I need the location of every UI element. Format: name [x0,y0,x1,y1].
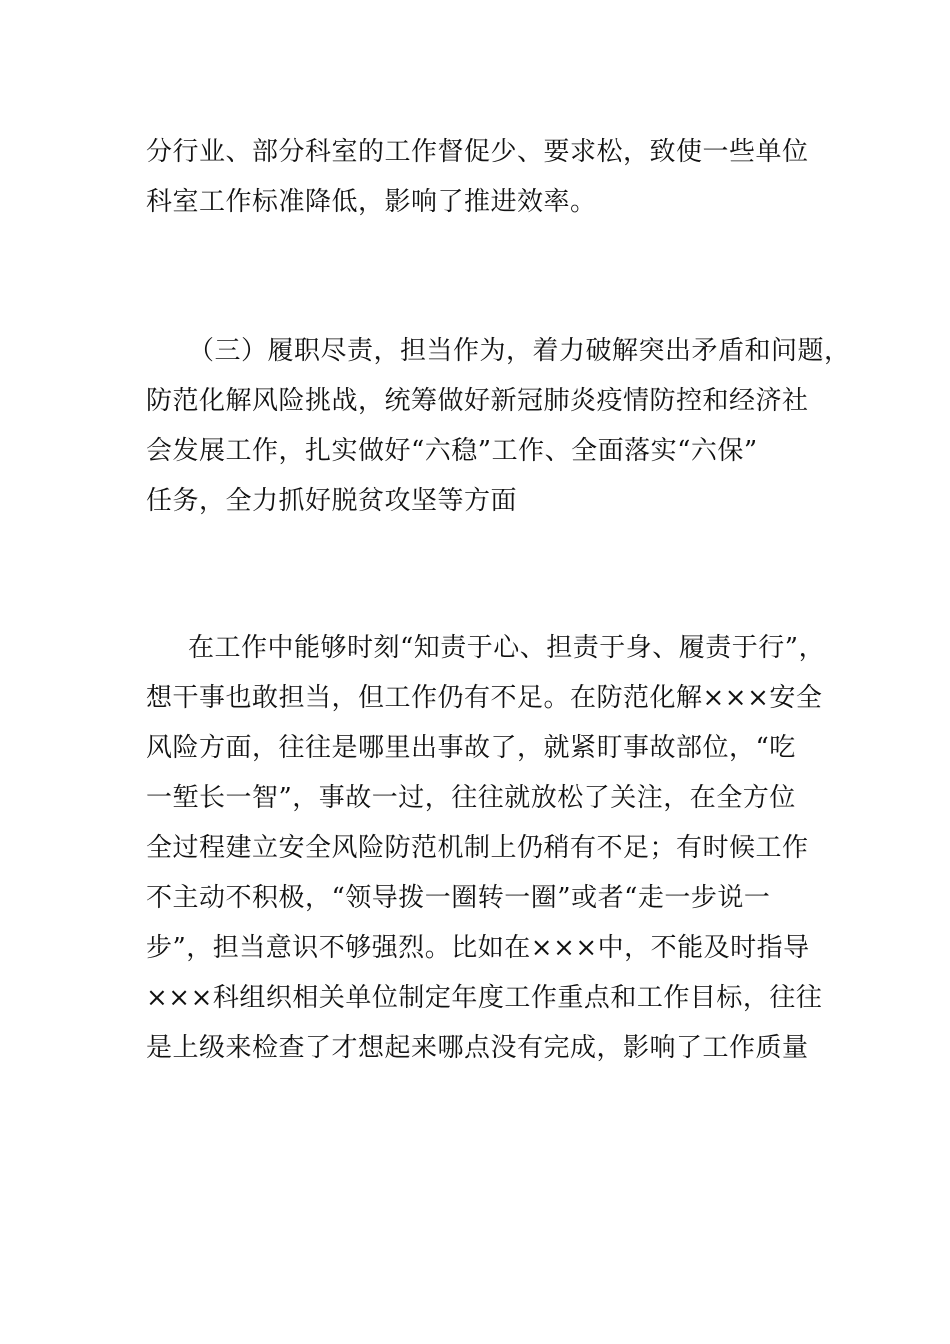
text-line: 会发展工作，扎实做好“六稳”工作、全面落实“六保” [146,436,758,466]
text-line: 不主动不积极，“领导拨一圈转一圈”或者“走一步说一 [146,883,771,913]
text-line: 一堑长一智”，事故一过，往往就放松了关注，在全方位 [146,783,796,813]
text-line: 在工作中能够时刻“知责于心、担责于身、履责于行”， [188,633,826,663]
text-line: ×××科组织相关单位制定年度工作重点和工作目标，往往 [146,983,823,1013]
text-line: 想干事也敢担当，但工作仍有不足。在防范化解×××安全 [146,683,823,713]
text-line: 任务，全力抓好脱贫攻坚等方面 [146,486,518,516]
text-line: 分行业、部分科室的工作督促少、要求松，致使一些单位 [146,137,809,167]
text-line: （三）履职尽责，担当作为，着力破解突出矛盾和问题， [188,336,851,366]
text-line: 防范化解风险挑战，统筹做好新冠肺炎疫情防控和经济社 [146,386,809,416]
text-line: 全过程建立安全风险防范机制上仍稍有不足；有时候工作 [146,833,809,863]
text-line: 步”，担当意识不够强烈。比如在×××中，不能及时指导 [146,933,810,963]
text-line: 是上级来检查了才想起来哪点没有完成，影响了工作质量 [146,1033,809,1063]
text-line: 风险方面，往往是哪里出事故了，就紧盯事故部位，“吃 [146,733,796,763]
text-line: 科室工作标准降低，影响了推进效率。 [146,187,597,217]
